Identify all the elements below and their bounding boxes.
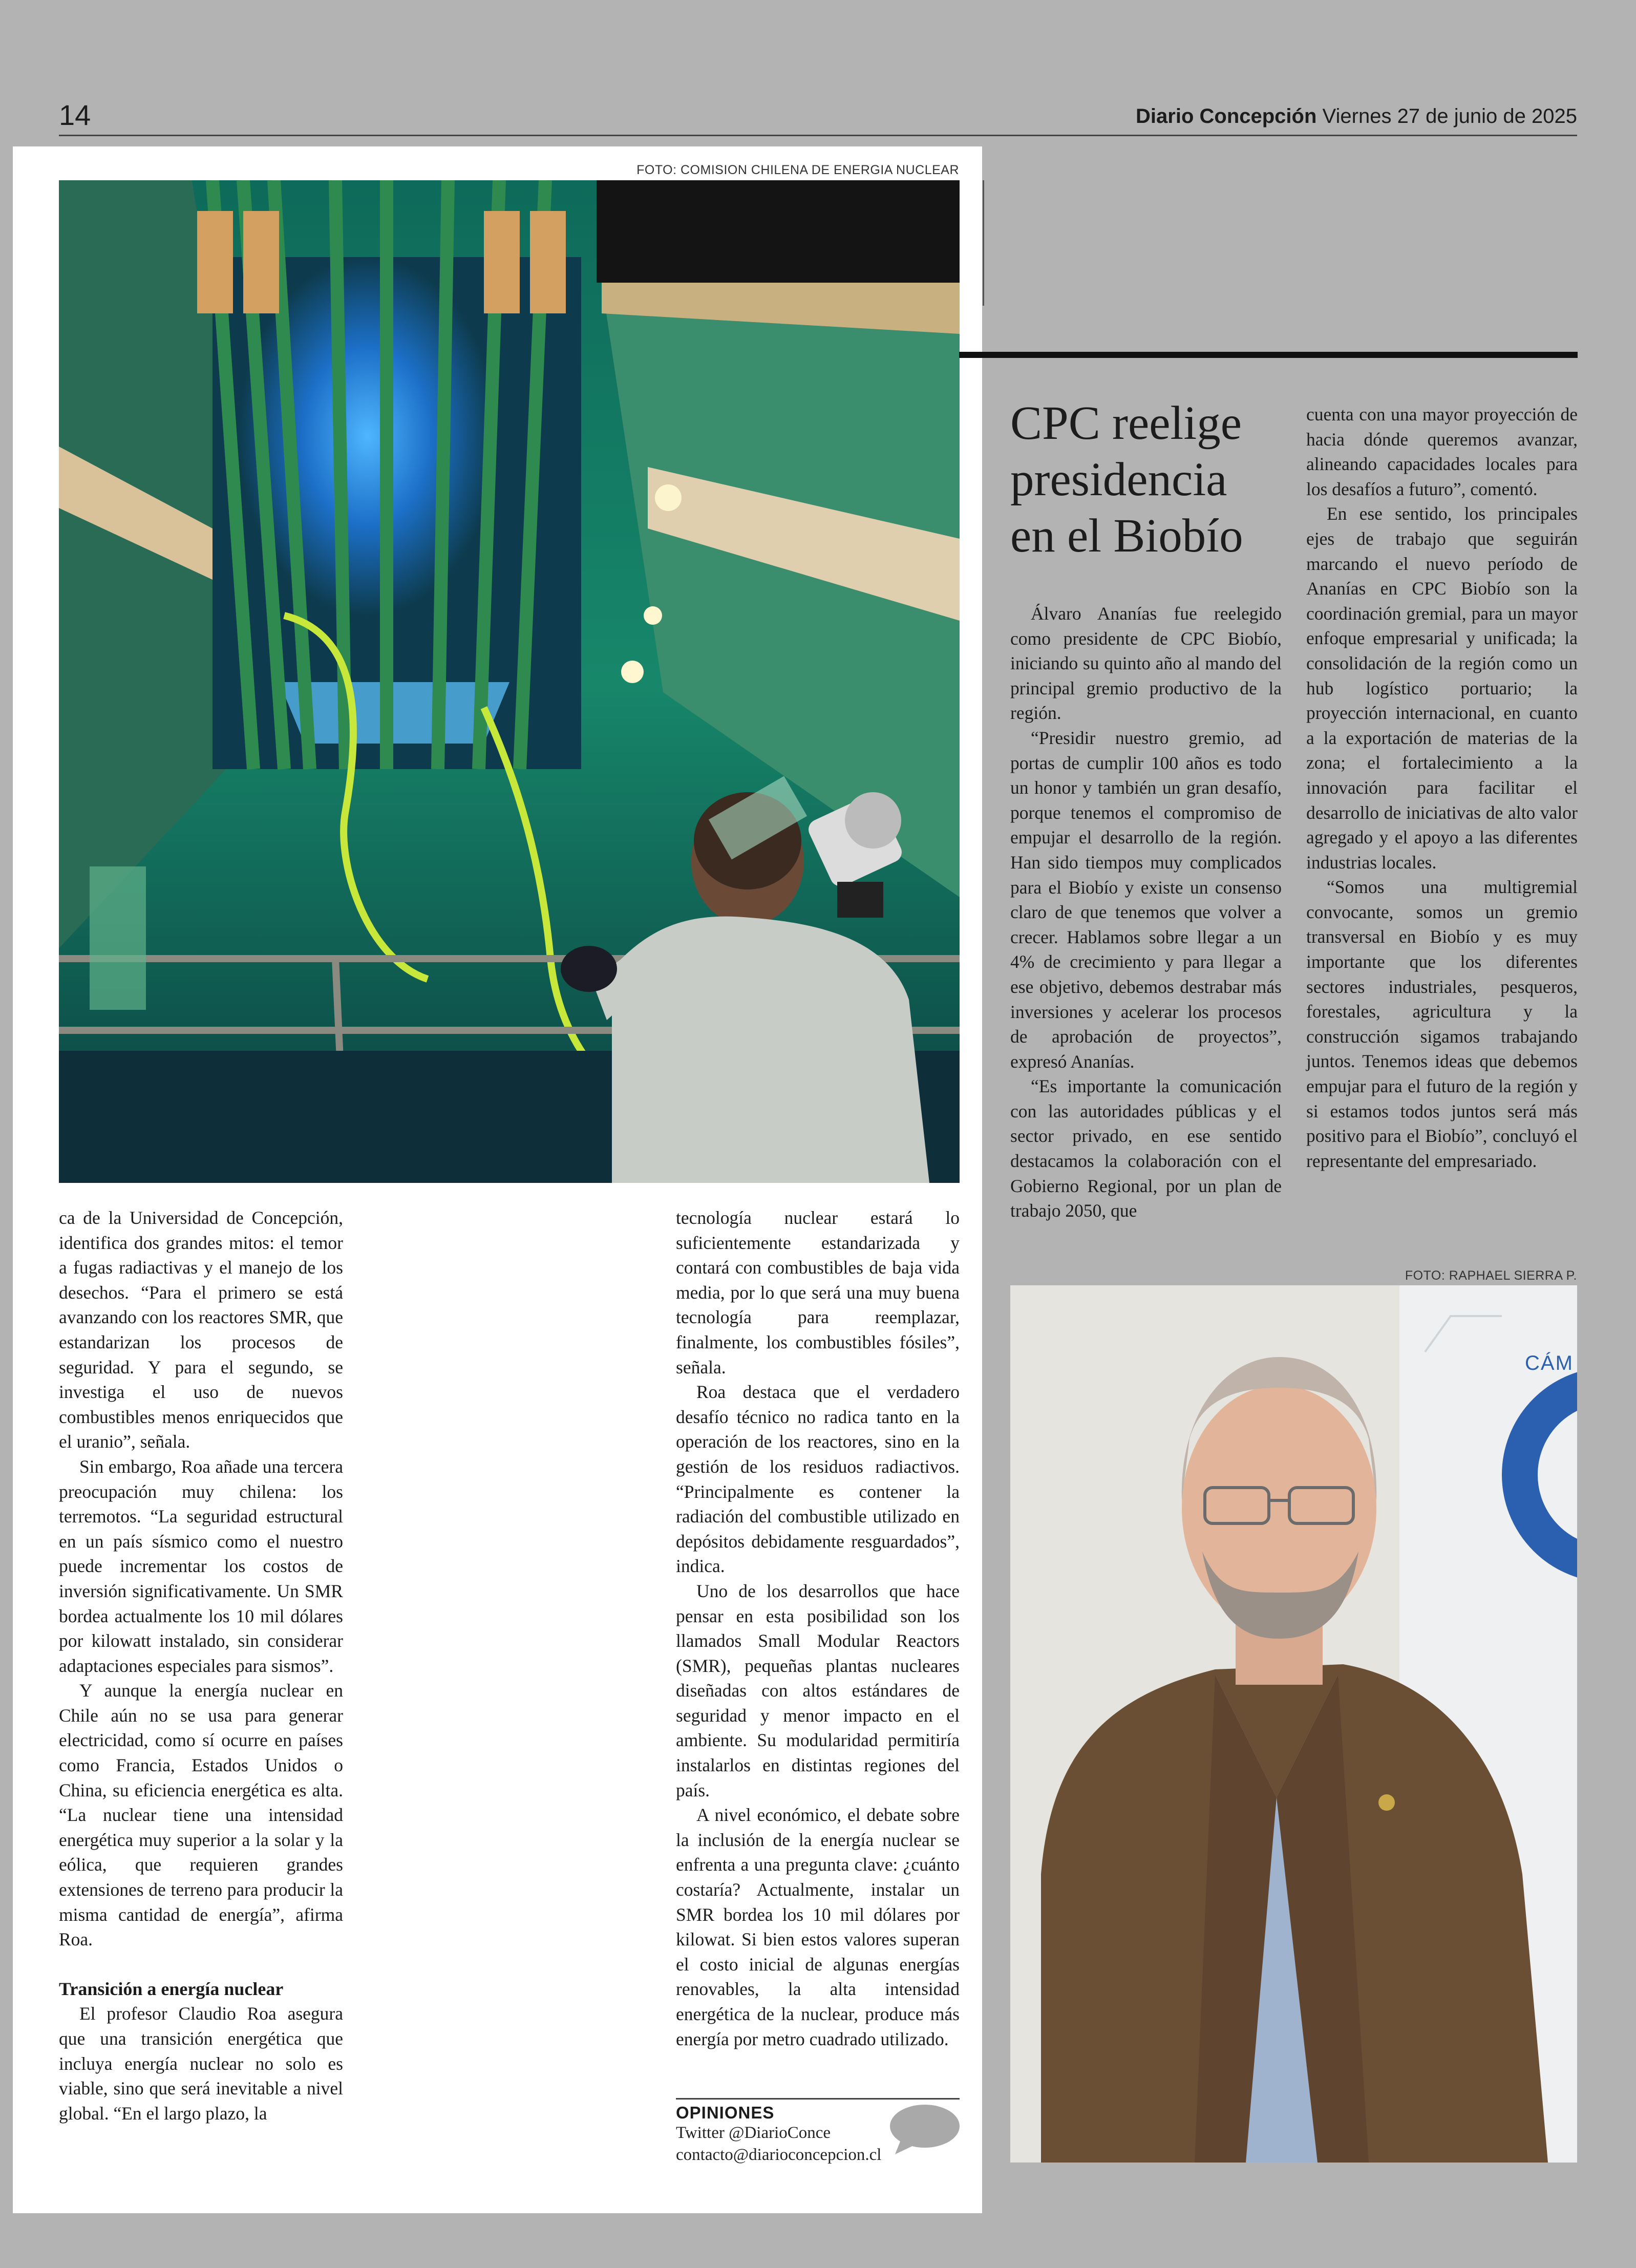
issue-date: Viernes 27 de junio de 2025 (1322, 105, 1577, 128)
article-paragraph: En ese sentido, los principales ejes de trabajo que seguirán marcando el nuevo período de Ananías en CPC Biobío son la coordinación gremial, para un mayor enfoque empresarial y unificada; la consolidación de la región como un hub logístico portuario; la proyección internacional, en cuanto a la exportación de materias de la zona; el fortalecimiento a la innovación para facilitar el desarrollo de iniciativas de alto valor agregado y el apoyo a las diferentes industrias locales. (1306, 503, 1578, 873)
cpc-column-b (1306, 402, 1578, 1173)
speech-bubble-icon (886, 2103, 960, 2157)
opiniones-rule (676, 2098, 960, 2100)
portrait-photo (1010, 1285, 1577, 2163)
article-paragraph: cuenta con una mayor proyección de hacia dónde queremos avanzar, alineando capacidades locales para los desafíos a futuro”, comentó. (1306, 404, 1578, 499)
page-number: 14 (59, 99, 91, 131)
article-column-1 (59, 1205, 343, 2126)
article-paragraph: Álvaro Ananías fue reelegido como presidente de CPC Biobío, iniciando su quinto año al mando del principal gremio productivo de la región. (1010, 603, 1282, 724)
paper-name: Diario Concepción (1136, 105, 1317, 128)
article-paragraph: “Somos una multigremial convocante, somos un gremio transversal en Biobío y es muy importante que los diferentes sectores industriales, pesqueros, forestales, agricultura y la construcción sigamos trabajando juntos. Tenemos ideas que debemos empujar para el futuro de la región y si estamos todos juntos será más positivo para el Biobío”, concluyó el representante del empresariado. (1306, 877, 1578, 1171)
cpc-headline: CPC reelige presidencia en el Biobío (1010, 397, 1243, 562)
masthead (1136, 105, 1577, 128)
reactor-photo-credit: FOTO: COMISION CHILENA DE ENERGIA NUCLEAR (636, 163, 959, 177)
cpc-divider-vertical (983, 180, 984, 306)
article-paragraph: A nivel económico, el debate sobre la inclusión de la energía nuclear se enfrenta a una pregunta clave: ¿cuánto costaría? Actualmente, instalar un SMR bordea los 10 mil dólares por kilowat. Si bien estos valores superan el costo inicial de algunas energías renovables, la alta intensidad energética de la nuclear, produce más energía por metro cuadrado utilizado. (676, 1805, 960, 2049)
article-paragraph: Roa destaca que el verdadero desafío técnico no radica tanto en la operación de los reactores, sino en la gestión de los residuos radiactivos. “Principalmente es contener la radiación del combustible utilizado en depósitos debidamente resguardados”, indica. (676, 1382, 960, 1577)
article-paragraph: El profesor Claudio Roa asegura que una transición energética que incluya energía nuclear no solo es viable, sino que será inevitable a nivel global. “En el largo plazo, la (59, 2003, 343, 2124)
article-paragraph: tecnología nuclear estará lo suficientemente estandarizada y contará con combustibles de baja vida media, por lo que será una muy buena tecnología para reemplazar, finalmente, los combustibles fósiles”, señala. (676, 1207, 960, 1377)
article-paragraph: Uno de los desarrollos que hace pensar en esta posibilidad son los llamados Small Modular Reactors (SMR), pequeñas plantas nucleares diseñadas con altos estándares de seguridad y menor impacto en el ambiente. Su modularidad permitiría instalarlos en distintas regiones del país. (676, 1580, 960, 1800)
reactor-photo (59, 180, 960, 1183)
opiniones-title: OPINIONES (676, 2103, 775, 2122)
article-paragraph: “Es importante la comunicación con las autoridades públicas y el sector privado, en ese sentido destacamos la colaboración con el Gobierno Regional, por un plan de trabajo 2050, que (1010, 1076, 1282, 1221)
article-paragraph: Y aunque la energía nuclear en Chile aún no se usa para generar electricidad, como sí ocurre en países como Francia, Estados Unidos o China, su eficiencia energética es alta. “La nuclear tiene una intensidad energética muy superior a la solar y la eólica, que requieren grandes extensiones de terreno para producir la misma cantidad de energía”, afirma Roa. (59, 1680, 343, 1950)
header-rule (59, 135, 1577, 136)
portrait-sign-text: CÁM (1525, 1352, 1574, 1374)
opiniones-email[interactable]: contacto@diarioconcepcion.cl (676, 2146, 882, 2164)
article-paragraph: ca de la Universidad de Concepción, identifica dos grandes mitos: el temor a fugas radiactivas y el manejo de los desechos. “Para el primero se está avanzando con los reactores SMR, que estandarizan los procesos de seguridad. Y para el segundo, se investiga el uso de nuevos combustibles menos enriquecidos que el uranio”, señala. (59, 1207, 343, 1452)
cpc-divider-horizontal (959, 352, 1578, 358)
cpc-column-a (1010, 601, 1282, 1223)
opiniones-twitter[interactable]: Twitter @DiarioConce (676, 2124, 831, 2142)
article-paragraph: Sin embargo, Roa añade una tercera preocupación muy chilena: los terremotos. “La seguridad estructural en un país sísmico como el nuestro puede incrementar los costos de inversión significativamente. Un SMR bordea actualmente los 10 mil dólares por kilowatt instalado, sin considerar adaptaciones especiales para sismos”. (59, 1456, 343, 1676)
article-subheading: Transición a energía nuclear (59, 1978, 284, 1999)
portrait-photo-credit: FOTO: RAPHAEL SIERRA P. (1405, 1268, 1577, 1283)
article-paragraph: “Presidir nuestro gremio, ad portas de cumplir 100 años es todo un honor y también un gran desafío, porque tenemos el compromiso de empujar el desarrollo de la región. Han sido tiempos muy complicados para el Biobío y existe un consenso claro de que tenemos que volver a crecer. Hablamos sobre llegar a un 4% de crecimiento y para llegar a ese objetivo, debemos destrabar más inversiones y acelerar los procesos de aprobación de proyectos”, expresó Ananías. (1010, 727, 1282, 1072)
article-column-2 (676, 1205, 960, 2051)
